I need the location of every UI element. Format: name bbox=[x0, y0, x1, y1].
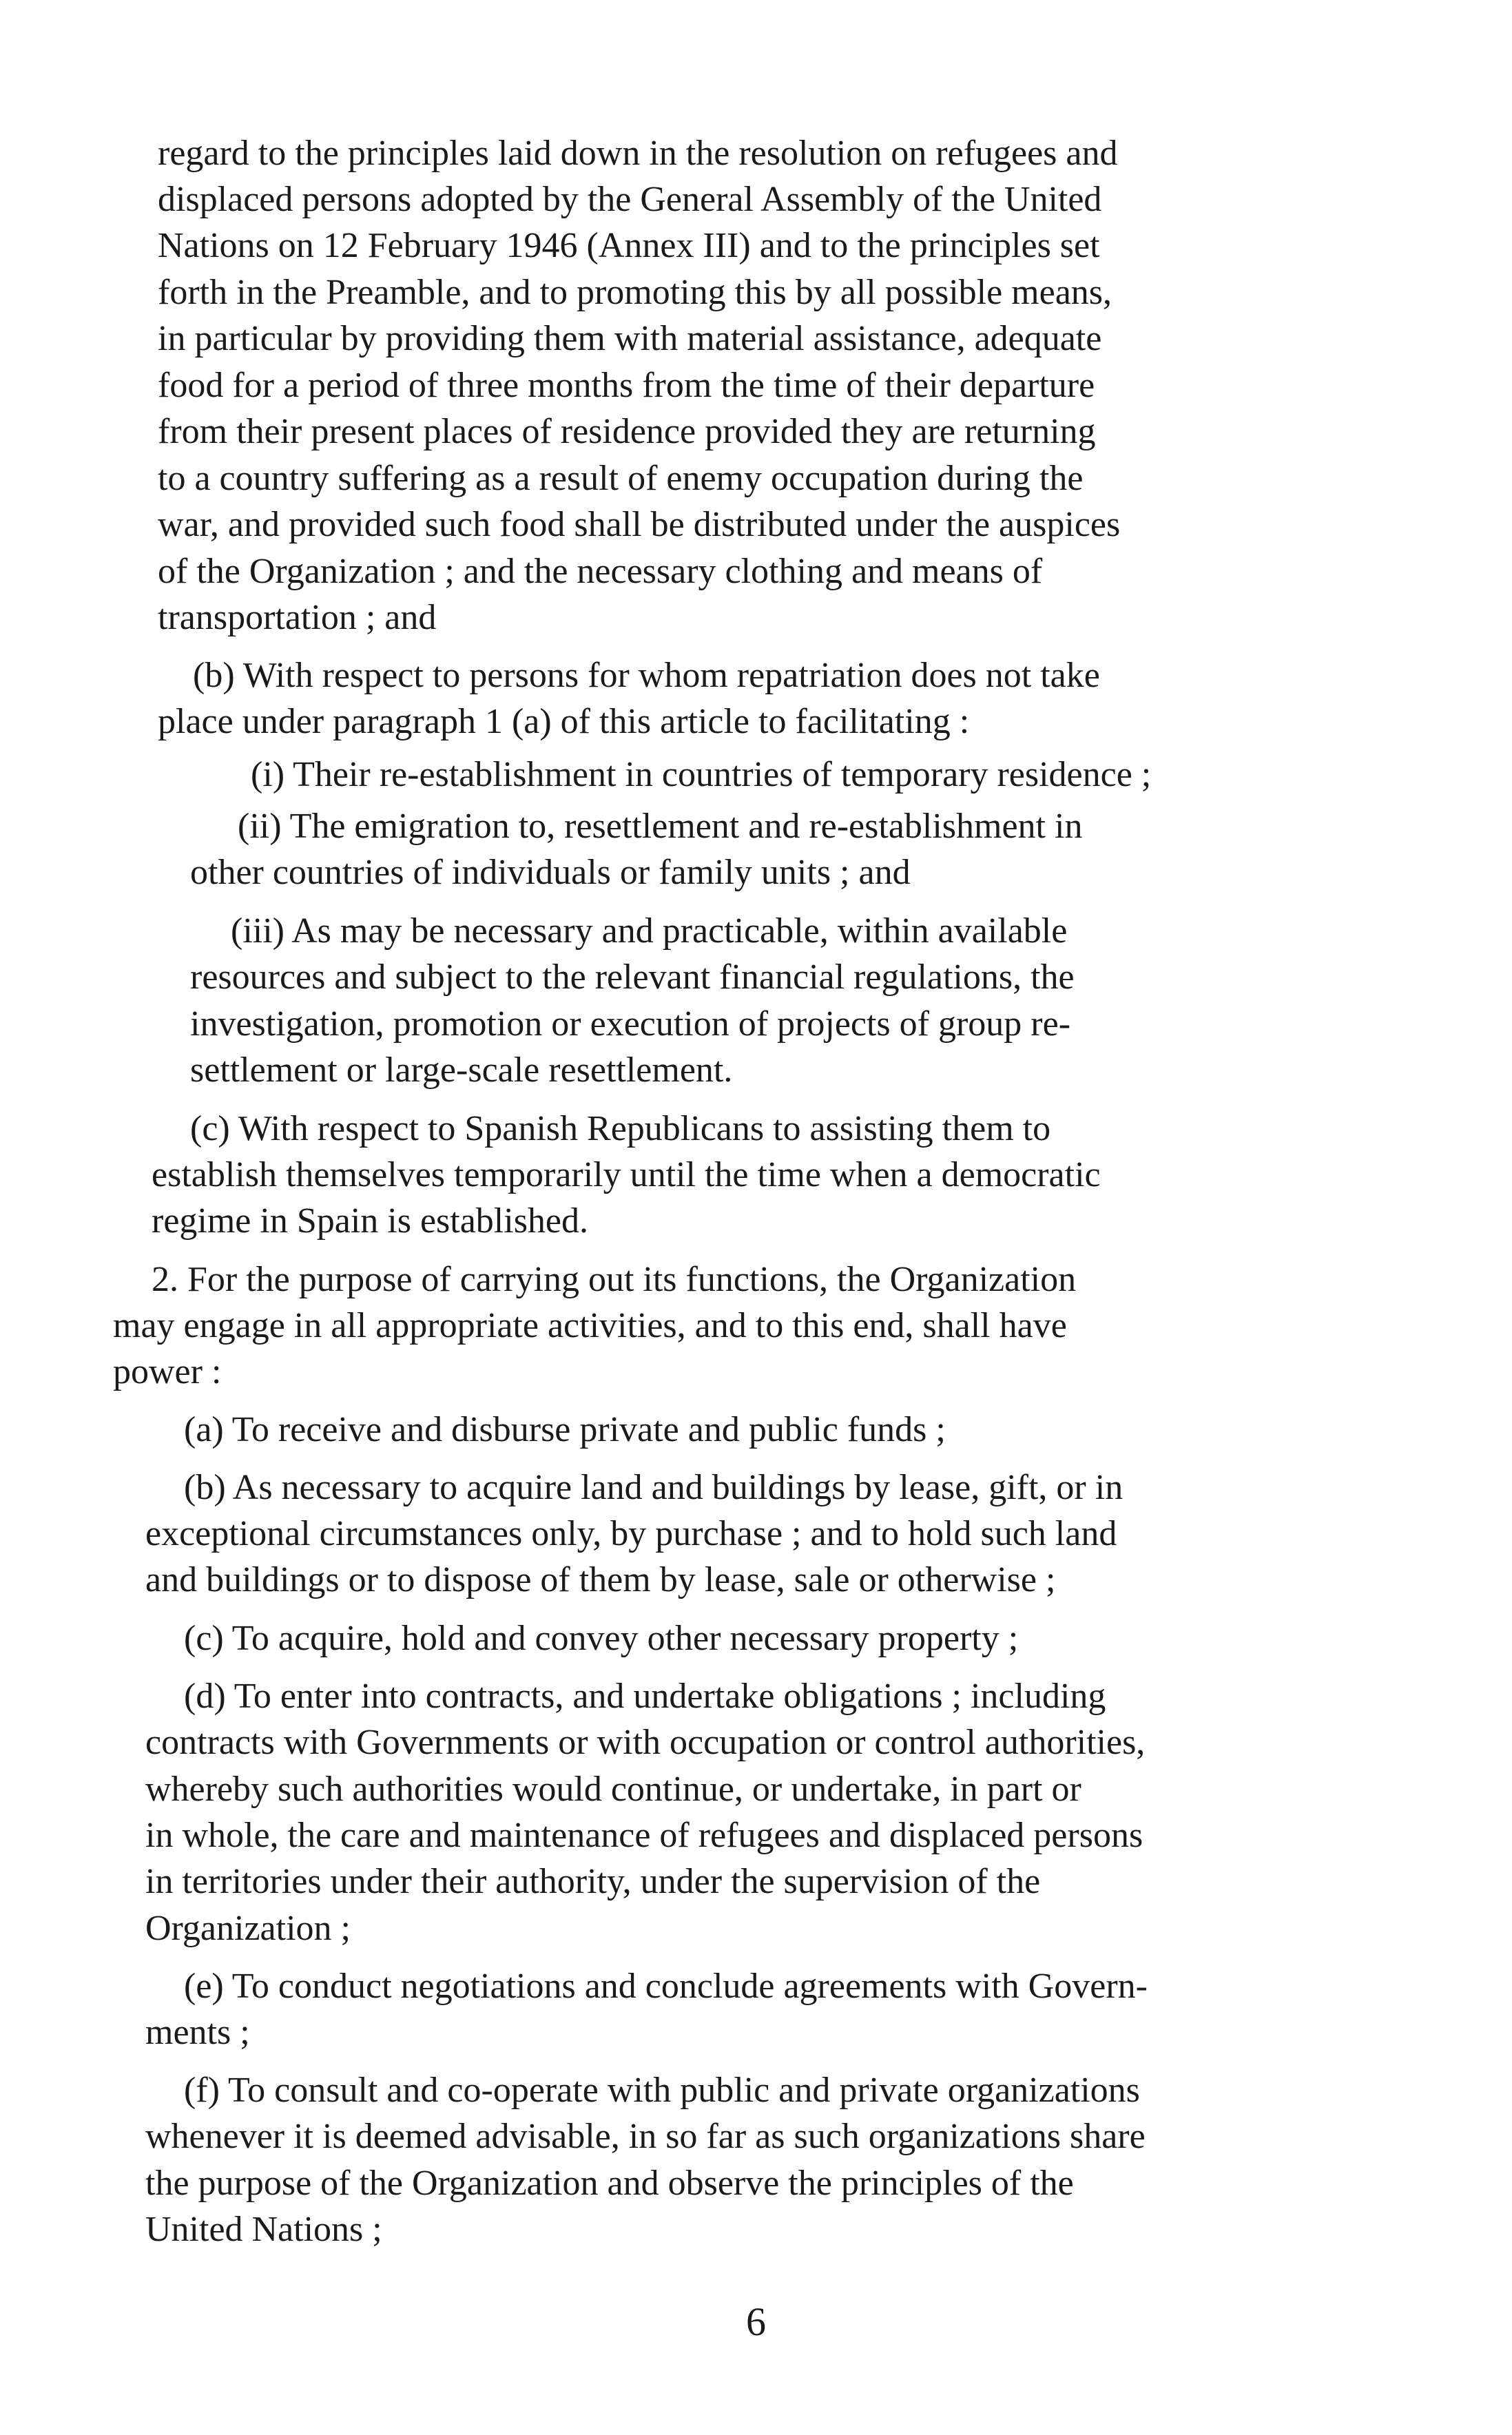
text-line: of the Organization ; and the necessary clothing and means of bbox=[158, 552, 1043, 591]
text-line: Organization ; bbox=[145, 1909, 351, 1948]
text-line: may engage in all appropriate activities, and to this end, shall have bbox=[113, 1306, 1067, 1345]
text-line: transportation ; and bbox=[158, 598, 437, 637]
text-line: (b) With respect to persons for whom repatriation does not take bbox=[193, 656, 1100, 695]
text-line: (f) To consult and co-operate with public and private organizations bbox=[184, 2071, 1140, 2110]
text-line: contracts with Governments or with occupation or control authorities, bbox=[145, 1723, 1146, 1762]
text-line: (i) Their re-establishment in countries of temporary residence ; bbox=[251, 755, 1152, 794]
text-line: (c) To acquire, hold and convey other necessary property ; bbox=[184, 1619, 1019, 1658]
text-line: (d) To enter into contracts, and undertake obligations ; including bbox=[184, 1677, 1106, 1716]
text-line: regard to the principles laid down in the resolution on refugees and bbox=[158, 134, 1118, 173]
text-line: investigation, promotion or execution of projects of group re- bbox=[190, 1004, 1071, 1044]
text-line: and buildings or to dispose of them by lease, sale or otherwise ; bbox=[145, 1560, 1056, 1599]
text-line: in particular by providing them with material assistance, adequate bbox=[158, 319, 1102, 358]
text-line: place under paragraph 1 (a) of this article to facilitating : bbox=[158, 702, 970, 741]
text-line: from their present places of residence provided they are returning bbox=[158, 412, 1096, 451]
text-line: to a country suffering as a result of enemy occupation during the bbox=[158, 459, 1084, 498]
text-line: 2. For the purpose of carrying out its functions, the Organization bbox=[152, 1260, 1077, 1299]
text-line: (iii) As may be necessary and practicable, within available bbox=[231, 911, 1068, 951]
text-line: in territories under their authority, under the supervision of the bbox=[145, 1862, 1041, 1901]
text-line: regime in Spain is established. bbox=[152, 1201, 589, 1241]
page-number: 6 bbox=[746, 2299, 766, 2344]
text-line: settlement or large-scale resettlement. bbox=[190, 1050, 733, 1090]
text-line: (e) To conduct negotiations and conclude agreements with Govern- bbox=[184, 1967, 1148, 2006]
text-line: United Nations ; bbox=[145, 2210, 382, 2249]
text-line: whenever it is deemed advisable, in so far as such organizations share bbox=[145, 2117, 1146, 2156]
text-line: forth in the Preamble, and to promoting this by all possible means, bbox=[158, 273, 1112, 312]
text-line: displaced persons adopted by the General Assembly of the United bbox=[158, 180, 1102, 219]
text-line: (c) With respect to Spanish Republicans to assisting them to bbox=[190, 1109, 1051, 1148]
text-line: (b) As necessary to acquire land and buildings by lease, gift, or in bbox=[184, 1468, 1123, 1507]
text-line: war, and provided such food shall be distributed under the auspices bbox=[158, 505, 1121, 544]
text-line: the purpose of the Organization and observe the principles of the bbox=[145, 2164, 1074, 2203]
text-line: (ii) The emigration to, resettlement and re-establishment in bbox=[238, 807, 1083, 846]
text-line: in whole, the care and maintenance of refugees and displaced persons bbox=[145, 1816, 1143, 1855]
text-line: establish themselves temporarily until the time when a democratic bbox=[152, 1155, 1101, 1194]
text-line: exceptional circumstances only, by purchase ; and to hold such land bbox=[145, 1514, 1117, 1553]
text-line: power : bbox=[113, 1352, 222, 1391]
text-line: ments ; bbox=[145, 2013, 250, 2052]
text-line: other countries of individuals or family units ; and bbox=[190, 853, 911, 892]
text-line: food for a period of three months from the time of their departure bbox=[158, 366, 1095, 405]
text-line: resources and subject to the relevant financial regulations, the bbox=[190, 957, 1075, 997]
text-line: Nations on 12 February 1946 (Annex III) and to the principles set bbox=[158, 226, 1100, 265]
text-line: whereby such authorities would continue, or undertake, in part or bbox=[145, 1770, 1081, 1809]
text-line: (a) To receive and disburse private and public funds ; bbox=[184, 1410, 946, 1449]
